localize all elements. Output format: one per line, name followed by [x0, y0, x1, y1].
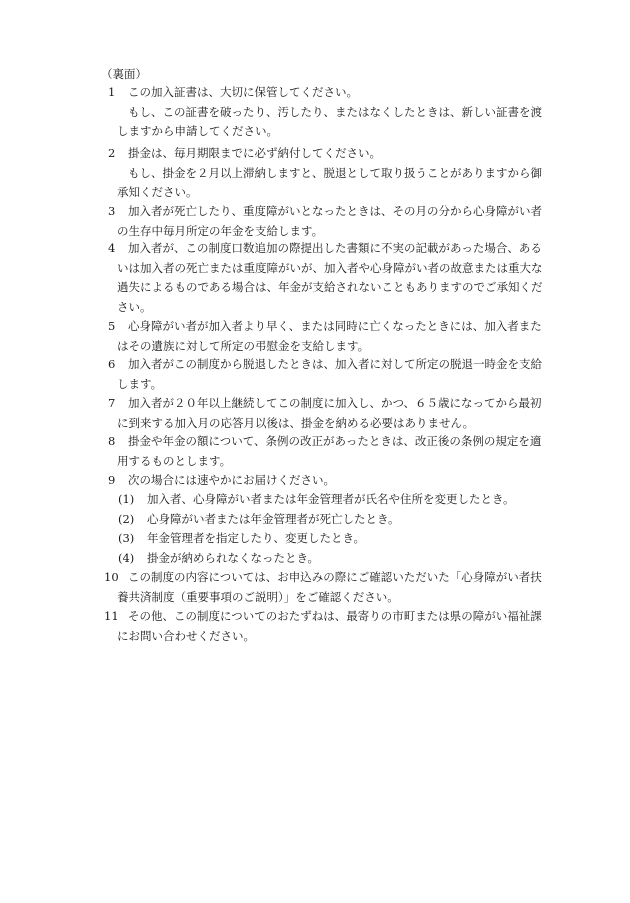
item-text-line: 心身障がい者または年金管理者が死亡したとき。	[147, 512, 400, 526]
item-text-line: 加入者、心身障がい者または年金管理者が氏名や住所を変更したとき。	[147, 492, 515, 506]
item-number: 1	[108, 85, 116, 99]
item-number: 8	[108, 434, 116, 448]
item-text-line: にお問い合わせください。	[117, 628, 255, 643]
item-text-line: その他、この制度についてのおたずねは、最寄りの市町または県の障がい福祉課	[128, 609, 542, 623]
item-number: (4)	[118, 551, 135, 565]
item-number: 10	[104, 570, 119, 584]
item-text-line: 用するものとします。	[117, 453, 232, 468]
item-text-line: 加入者が、この制度口数追加の際提出した書類に不実の記載があった場合、ある	[128, 241, 542, 255]
item-number: 5	[108, 319, 116, 333]
item-text-line: します。	[117, 376, 163, 391]
item-text-line: この制度の内容については、お申込みの際にご確認いただいた「心身障がい者扶	[128, 570, 542, 584]
item-number: 2	[108, 146, 116, 160]
item-text-line: しますから申請してください。	[117, 124, 278, 138]
item-text-line: 掛金や年金の額について、条例の改正があったときは、改正後の条例の規定を適	[128, 434, 542, 448]
item-text-line: 加入者が死亡したり、重度障がいとなったときは、その月の分から心身障がい者	[128, 204, 542, 218]
item-number: 11	[104, 609, 119, 623]
item-text-line: 掛金は、毎月期限までに必ず納付してください。	[128, 146, 381, 160]
item-text-line: この加入証書は、大切に保管してください。	[128, 85, 358, 99]
item-text-line: の生存中毎月所定の年金を支給します。	[117, 223, 324, 238]
item-text-line: はその遺族に対して所定の弔慰金を支給します。	[117, 338, 370, 353]
item-number: 7	[108, 396, 116, 410]
item-number: 4	[108, 241, 116, 255]
item-text-line: もし、掛金を２月以上滞納しますと、脱退として取り扱うことがありますから御	[128, 165, 542, 180]
item-text-line: 年金管理者を指定したり、変更したとき。	[147, 531, 366, 545]
item-number: 9	[108, 473, 116, 487]
item-text-line: さい。	[117, 299, 152, 314]
item-text-line: 承知ください。	[117, 185, 198, 199]
item-text-line: 加入者がこの制度から脱退したときは、加入者に対して所定の脱退一時金を支給	[128, 357, 542, 371]
item-text-line: 加入者が２０年以上継続してこの制度に加入し、かつ、６５歳になってから最初	[128, 396, 542, 410]
item-text-line: 掛金が納められなくなったとき。	[147, 551, 320, 565]
item-number: (3)	[118, 531, 135, 545]
item-text-line: もし、この証書を破ったり、汚したり、またはなくしたときは、新しい証書を渡	[128, 104, 542, 119]
item-number: (1)	[118, 492, 135, 506]
item-text-line: 心身障がい者が加入者より早く、または同時に亡くなったときには、加入者また	[128, 319, 542, 333]
page-heading: （裏面）	[101, 67, 147, 81]
item-text-line: に到来する加入月の応答月以後は、掛金を納める必要はありません。	[117, 415, 475, 430]
item-text-line: 次の場合には速やかにお届けください。	[128, 473, 335, 487]
item-number: 3	[108, 204, 116, 218]
item-text-line: いは加入者の死亡または重度障がいが、加入者や心身障がい者の故意または重大な	[117, 260, 543, 275]
item-number: (2)	[118, 512, 135, 526]
item-number: 6	[108, 357, 116, 371]
item-text-line: 過失によるものである場合は、年金が支給されないこともありますのでご承知くだ	[117, 280, 543, 294]
item-text-line: 養共済制度（重要事項のご説明）」をご確認ください。	[117, 589, 399, 604]
